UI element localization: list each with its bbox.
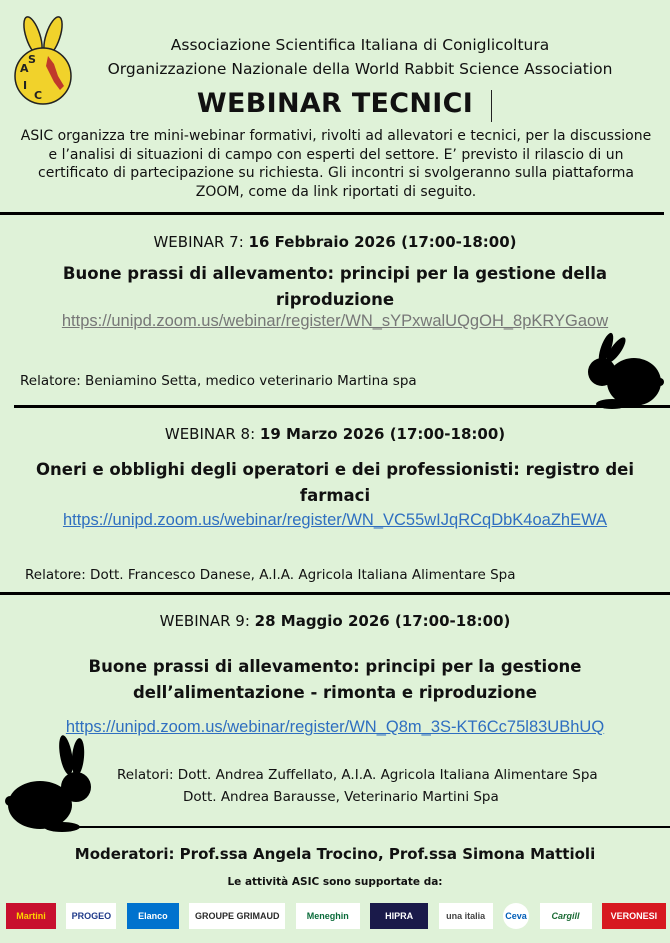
sponsor-logos	[6, 898, 666, 934]
text-caret	[491, 90, 492, 122]
divider	[52, 826, 670, 828]
rabbit-silhouette-icon	[4, 735, 100, 833]
svg-text:A: A	[20, 62, 29, 75]
sponsor-logo-hipra: HIPRA	[370, 903, 428, 929]
divider	[14, 405, 670, 408]
webinar-9-title: Buone prassi di allevamento: principi per la gestione dell’alimentazione - rimonta e riproduzione	[88, 657, 582, 702]
webinar-8-date-line	[0, 425, 670, 443]
sponsor-logo-elanco: Elanco	[127, 903, 179, 929]
webinar-9-speaker-1: Relatori: Dott. Andrea Zuffellato, A.I.A. Agricola Italiana Alimentare Spa	[117, 767, 598, 783]
webinar-label: WEBINAR 9:	[159, 612, 255, 630]
divider	[0, 212, 664, 215]
webinar-8-link[interactable]: https://unipd.zoom.us/webinar/register/WN_VC55wIJqRCqDbK4oaZhEWA	[62, 511, 608, 529]
webinar-7-link[interactable]: https://unipd.zoom.us/webinar/register/WN_sYPxwalUQgOH_8pKRYGaow	[61, 312, 609, 330]
sponsor-logo-progeo: PROGEO	[66, 903, 116, 929]
sponsor-logo-unaitalia: una italia	[439, 903, 493, 929]
webinar-9-link[interactable]: https://unipd.zoom.us/webinar/register/WN_Q8m_3S-KT6Cc75l83UBhUQ	[65, 718, 605, 736]
sponsor-logo-meneghin: Meneghin	[296, 903, 360, 929]
org-name-line2: Organizzazione Nazionale della World Rabbit Science Association	[107, 60, 613, 78]
org-name-line1: Associazione Scientifica Italiana di Coniglicoltura	[170, 36, 550, 54]
webinar-date: 16 Febbraio 2026 (17:00-18:00)	[248, 233, 517, 251]
webinar-date: 28 Maggio 2026 (17:00-18:00)	[254, 612, 511, 630]
webinar-7-speaker: Relatore: Beniamino Setta, medico veterinario Martina spa	[20, 373, 417, 389]
webinar-8-speaker: Relatore: Dott. Francesco Danese, A.I.A. Agricola Italiana Alimentare Spa	[25, 567, 516, 583]
webinar-date: 19 Marzo 2026 (17:00-18:00)	[259, 425, 506, 443]
webinar-7-date-line	[0, 233, 670, 251]
moderators: Moderatori: Prof.ssa Angela Trocino, Prof.ssa Simona Mattioli	[74, 845, 596, 863]
webinar-8-title: Oneri e obblighi degli operatori e dei professionisti: registro dei farmaci	[35, 460, 634, 505]
svg-text:C: C	[34, 89, 43, 102]
sponsor-logo-ceva: Ceva	[503, 903, 529, 929]
sponsor-logo-cargill: Cargill	[540, 903, 592, 929]
webinar-9-date-line	[0, 612, 670, 630]
intro-paragraph: ASIC organizza tre mini-webinar formativi, rivolti ad allevatori e tecnici, per la discussione e l’analisi di situazioni di campo con esperti del settore. E’ previsto il rilascio di un certificato di partecipazione su richiesta. Gli incontri si svolgeranno sulla piattaforma ZOOM, come da link riportati di seguito.	[20, 128, 652, 200]
divider	[0, 592, 670, 595]
webinar-label: WEBINAR 8:	[164, 425, 260, 443]
supported-by-label: Le attività ASIC sono supportate da:	[227, 876, 443, 888]
page-title: WEBINAR TECNICI	[196, 88, 474, 119]
webinar-label: WEBINAR 7:	[153, 233, 249, 251]
webinar-9-speaker-2: Dott. Andrea Barausse, Veterinario Martini Spa	[183, 789, 499, 805]
svg-text:S: S	[28, 53, 36, 66]
sponsor-logo-martini: Martini	[6, 903, 56, 929]
rabbit-silhouette-icon	[582, 330, 664, 410]
svg-text:I: I	[23, 79, 28, 92]
webinar-7-title: Buone prassi di allevamento: principi per la gestione della riproduzione	[62, 264, 608, 309]
sponsor-logo-veronesi: VERONESI	[602, 903, 666, 929]
sponsor-logo-grimaud: GROUPE GRIMAUD	[189, 903, 285, 929]
